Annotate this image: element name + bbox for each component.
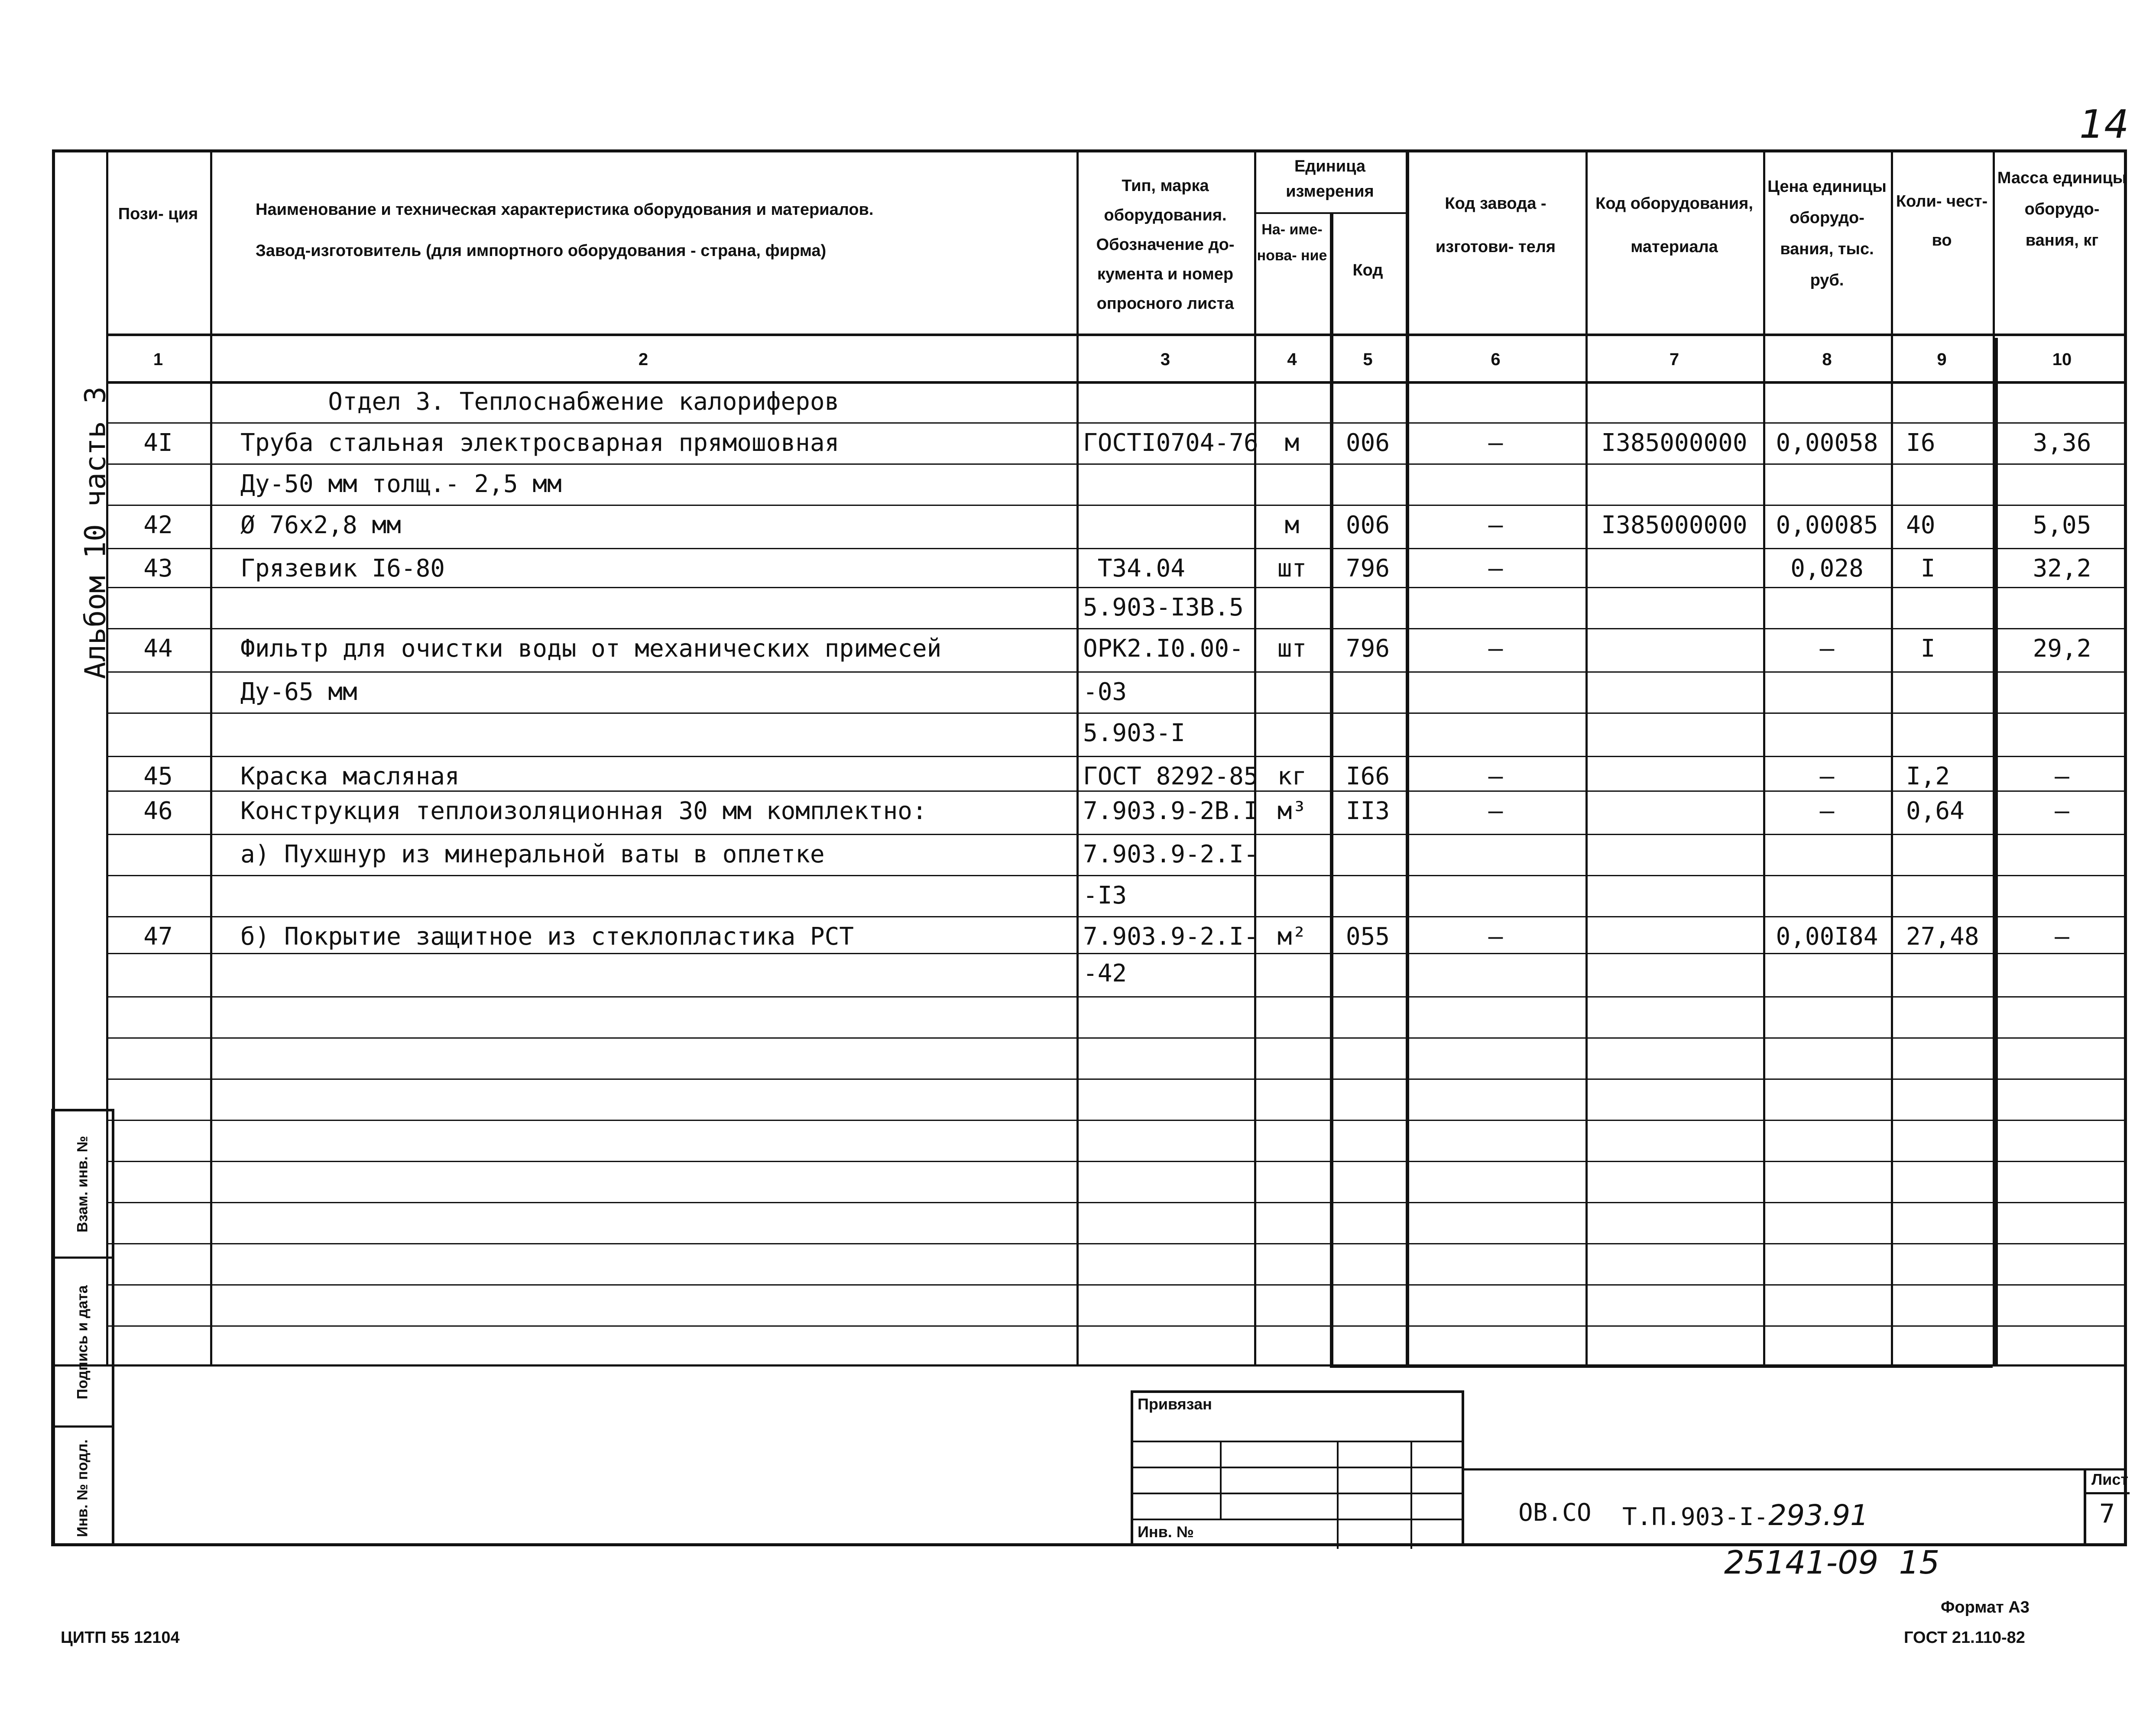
- cell-price: 0,00058: [1776, 429, 1878, 457]
- cell-factory: –: [1488, 554, 1503, 583]
- row-divider: [106, 996, 2127, 998]
- header-factory-code: Код завода - изготови- теля: [1435, 194, 1556, 256]
- row-divider: [106, 463, 2127, 465]
- cell-name: б) Покрытие защитное из стеклопластика РСТ: [240, 923, 854, 951]
- cell-type: 5.903-I3В.5: [1083, 593, 1244, 622]
- cell-type: 7.903.9-2В.I: [1083, 797, 1258, 825]
- sheet-box: [2084, 1468, 2127, 1546]
- cell-type: Т34.04: [1083, 554, 1186, 583]
- cell-name: Ø 76х2,8 мм: [240, 511, 401, 539]
- header-unit-group: Единица измерения: [1286, 157, 1374, 201]
- header-position: Пози- ция: [118, 205, 198, 223]
- cell-mass: 29,2: [2033, 635, 2091, 663]
- row-divider: [106, 1161, 2127, 1162]
- cell-type: ГОСТI0704-76: [1083, 429, 1258, 457]
- row-divider: [106, 587, 2127, 588]
- cell-pos: 45: [143, 762, 173, 790]
- strip-section-1: Взам. инв. №: [54, 1111, 112, 1259]
- row-divider: [106, 1325, 2127, 1327]
- cell-unit: кг: [1277, 762, 1307, 790]
- cell-qty: 40: [1906, 511, 1936, 539]
- doc-number-handwritten: 293.91: [1768, 1499, 1869, 1532]
- doc-code-prefix: ОВ.СО: [1518, 1499, 1592, 1527]
- cell-type: 7.903.9-2.I-: [1083, 840, 1258, 868]
- col-number-2: 2: [638, 350, 648, 369]
- row-divider: [106, 756, 2127, 757]
- row-divider: [106, 1037, 2127, 1039]
- cell-factory: –: [1488, 923, 1503, 951]
- row-divider: [106, 1202, 2127, 1203]
- col-number-8: 8: [1822, 350, 1832, 369]
- cell-name: Ду-50 мм толщ.- 2,5 мм: [240, 470, 562, 498]
- cell-qty: 0,64: [1906, 797, 1965, 825]
- cell-unit: м: [1284, 511, 1300, 539]
- footer-format: Формат А3: [1941, 1598, 2030, 1616]
- row-divider: [106, 916, 2127, 917]
- cell-unit: м³: [1277, 797, 1307, 825]
- header-unit-code: Код: [1352, 261, 1383, 279]
- row-divider: [106, 422, 2127, 424]
- cell-type: -03: [1083, 678, 1127, 706]
- cell-pos: 44: [143, 635, 173, 663]
- col-number-7: 7: [1669, 350, 1679, 369]
- cell-mass: 32,2: [2033, 554, 2091, 583]
- cell-mass: –: [2055, 797, 2069, 825]
- col-number-1: 1: [153, 350, 163, 369]
- cell-name: Труба стальная электросварная прямошовная: [240, 429, 840, 457]
- sheet-label: Лист: [2091, 1470, 2129, 1488]
- row-divider: [106, 875, 2127, 876]
- cell-pos: 47: [143, 923, 173, 951]
- header-mass: Масса единицы оборудо- вания, кг: [1997, 169, 2127, 249]
- binding-stamp: [1131, 1390, 1464, 1546]
- cell-code: 006: [1345, 511, 1390, 539]
- cell-code: 796: [1345, 635, 1390, 663]
- cell-code: I66: [1345, 762, 1390, 790]
- cell-type: -I3: [1083, 881, 1127, 910]
- cell-pos: 42: [143, 511, 173, 539]
- cell-factory: –: [1488, 797, 1503, 825]
- cell-pos: 4I: [143, 429, 173, 457]
- cell-factory: –: [1488, 635, 1503, 663]
- cell-unit: шт: [1277, 635, 1307, 663]
- row-divider: [106, 671, 2127, 673]
- cell-factory: –: [1488, 762, 1503, 790]
- cell-mcode: I385000000: [1601, 429, 1747, 457]
- header-material-code: Код оборудования, материала: [1595, 194, 1753, 256]
- cell-type: ОРК2.I0.00-: [1083, 635, 1244, 663]
- cell-mass: 5,05: [2033, 511, 2091, 539]
- cell-code: 006: [1345, 429, 1390, 457]
- col-number-5: 5: [1363, 350, 1373, 369]
- cell-mcode: I385000000: [1601, 511, 1747, 539]
- cell-unit: м: [1284, 429, 1300, 457]
- cell-name: Фильтр для очистки воды от механических примесей: [240, 635, 942, 663]
- row-divider: [106, 1243, 2127, 1244]
- header-quantity: Коли- чест- во: [1896, 192, 1988, 249]
- header-name-line1: Наименование и техническая характеристика оборудования и материалов.: [256, 201, 874, 219]
- cell-factory: –: [1488, 511, 1503, 539]
- row-divider: [106, 628, 2127, 629]
- header-type: Тип, марка оборудования. Обозначение до- кумента и номер опросного листа: [1096, 177, 1235, 313]
- stamp-inv: Инв. №: [1138, 1523, 1194, 1541]
- cell-mass: –: [2055, 923, 2069, 951]
- cell-unit: м²: [1277, 923, 1307, 951]
- sheet-number: 7: [2099, 1499, 2115, 1529]
- header-price: Цена единицы оборудо- вания, тыс. руб.: [1767, 178, 1887, 289]
- cell-price: –: [1819, 797, 1835, 825]
- cell-qty: I: [1906, 554, 1936, 583]
- footer-standard: ГОСТ 21.110-82: [1904, 1629, 2025, 1647]
- left-strip: [51, 1109, 114, 1546]
- row-divider: [106, 1120, 2127, 1121]
- cell-code: 796: [1345, 554, 1390, 583]
- cell-pos: 43: [143, 554, 173, 583]
- cell-type: 5.903-I: [1083, 719, 1186, 747]
- cell-name: Конструкция теплоизоляционная 30 мм комплектно:: [240, 797, 927, 825]
- stamp-privyazan: Привязан: [1138, 1395, 1212, 1413]
- row-divider: [106, 548, 2127, 549]
- cell-qty: I,2: [1906, 762, 1950, 790]
- col-number-6: 6: [1491, 350, 1501, 369]
- col-number-3: 3: [1160, 350, 1170, 369]
- cell-code: II3: [1345, 797, 1390, 825]
- cell-type: -42: [1083, 959, 1127, 988]
- cell-price: 0,028: [1790, 554, 1864, 583]
- album-label: Альбом 10 часть 3: [78, 386, 112, 679]
- cell-qty: 27,48: [1906, 923, 1979, 951]
- cell-price: 0,00085: [1776, 511, 1878, 539]
- cell-type: 7.903.9-2.I-: [1083, 923, 1258, 951]
- row-divider: [106, 1284, 2127, 1286]
- col-number-10: 10: [2052, 350, 2072, 369]
- strip-section-3: Инв. № подл.: [74, 1439, 91, 1537]
- cell-factory: –: [1488, 429, 1503, 457]
- cell-qty: I6: [1906, 429, 1936, 457]
- cell-price: 0,00I84: [1776, 923, 1878, 951]
- cell-mass: 3,36: [2033, 429, 2091, 457]
- cell-qty: I: [1906, 635, 1936, 663]
- col-number-4: 4: [1287, 350, 1297, 369]
- cell-code: 055: [1345, 923, 1390, 951]
- cell-price: –: [1819, 762, 1835, 790]
- header-unit-name: На- име- нова- ние: [1257, 221, 1327, 264]
- cell-mass: –: [2055, 762, 2069, 790]
- cell-name: Краска масляная: [240, 762, 460, 790]
- footer-left: ЦИТП 55 12104: [61, 1629, 180, 1647]
- cell-price: –: [1819, 635, 1835, 663]
- handwritten-inventory-number: 25141-09 15: [1724, 1544, 1940, 1581]
- doc-number: Т.П.903-I-293.91: [1622, 1499, 1869, 1532]
- page-number: 14: [2079, 102, 2129, 147]
- row-divider: [106, 713, 2127, 714]
- cell-type: ГОСТ 8292-85: [1083, 762, 1258, 790]
- cell-name: Грязевик I6-80: [240, 554, 445, 583]
- row-divider: [106, 505, 2127, 506]
- col-number-9: 9: [1937, 350, 1947, 369]
- cell-name: Отдел 3. Теплоснабжение калориферов: [240, 388, 840, 416]
- strip-section-2: Подпись и дата: [54, 1259, 112, 1428]
- header-name-line2: Завод-изготовитель (для импортного оборудования - страна, фирма): [256, 242, 827, 260]
- cell-name: а) Пухшнур из минеральной ваты в оплетке: [240, 840, 825, 868]
- cell-unit: шт: [1277, 554, 1307, 583]
- cell-name: Ду-65 мм: [240, 678, 357, 706]
- cell-pos: 46: [143, 797, 173, 825]
- row-divider: [106, 1078, 2127, 1080]
- row-divider: [106, 834, 2127, 835]
